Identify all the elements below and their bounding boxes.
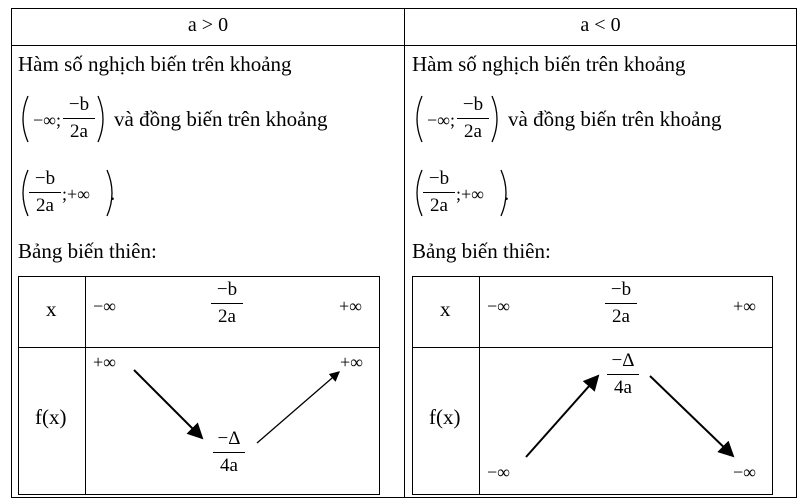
right-arrow-up bbox=[526, 376, 598, 457]
right-vt-x-left: −∞ bbox=[487, 296, 510, 316]
right-vt-f-label: f(x) bbox=[429, 405, 461, 429]
left-interval1-fraction: −b 2a bbox=[59, 94, 99, 143]
right-interval1-left: −∞; bbox=[427, 110, 455, 130]
right-vt-x-label: x bbox=[440, 297, 451, 321]
right-interval2-right: ;+∞ bbox=[456, 184, 484, 204]
right-vt-x-mid: −b 2a bbox=[601, 279, 641, 328]
right-period: . bbox=[504, 181, 510, 205]
right-vt-f-right: −∞ bbox=[733, 462, 756, 482]
right-interval1-fraction: −b 2a bbox=[453, 94, 493, 143]
right-arrow-down bbox=[650, 376, 733, 456]
left-vt-f-right: +∞ bbox=[340, 352, 363, 372]
right-vt-f-extreme: −Δ 4a bbox=[603, 350, 643, 399]
left-vt-f-left: +∞ bbox=[93, 352, 116, 372]
left-interval1-left: −∞; bbox=[33, 110, 61, 130]
header-a-positive: a > 0 bbox=[187, 14, 229, 36]
left-vt-x-mid: −b 2a bbox=[207, 279, 247, 328]
right-table-title: Bảng biến thiên: bbox=[412, 239, 551, 263]
left-line2-rest: và đồng biến trên khoảng bbox=[114, 107, 328, 131]
left-vt-x-label: x bbox=[46, 297, 57, 321]
left-interval2-fraction: −b 2a bbox=[25, 168, 65, 217]
left-vt-f-label: f(x) bbox=[35, 405, 67, 429]
left-vt-f-extreme: −Δ 4a bbox=[209, 428, 249, 477]
left-interval2-right: ;+∞ bbox=[62, 184, 90, 204]
left-line1: Hàm số nghịch biến trên khoảng bbox=[18, 52, 292, 76]
right-line1: Hàm số nghịch biến trên khoảng bbox=[412, 52, 686, 76]
left-period: . bbox=[110, 181, 116, 205]
header-a-negative: a < 0 bbox=[580, 14, 621, 36]
right-vt-f-left: −∞ bbox=[487, 462, 510, 482]
right-vt-x-right: +∞ bbox=[733, 296, 756, 316]
left-table-title: Bảng biến thiên: bbox=[18, 239, 157, 263]
right-interval2-fraction: −b 2a bbox=[419, 168, 459, 217]
left-vt-x-left: −∞ bbox=[93, 296, 116, 316]
right-line2-rest: và đồng biến trên khoảng bbox=[508, 107, 722, 131]
left-vt-x-right: +∞ bbox=[339, 296, 362, 316]
